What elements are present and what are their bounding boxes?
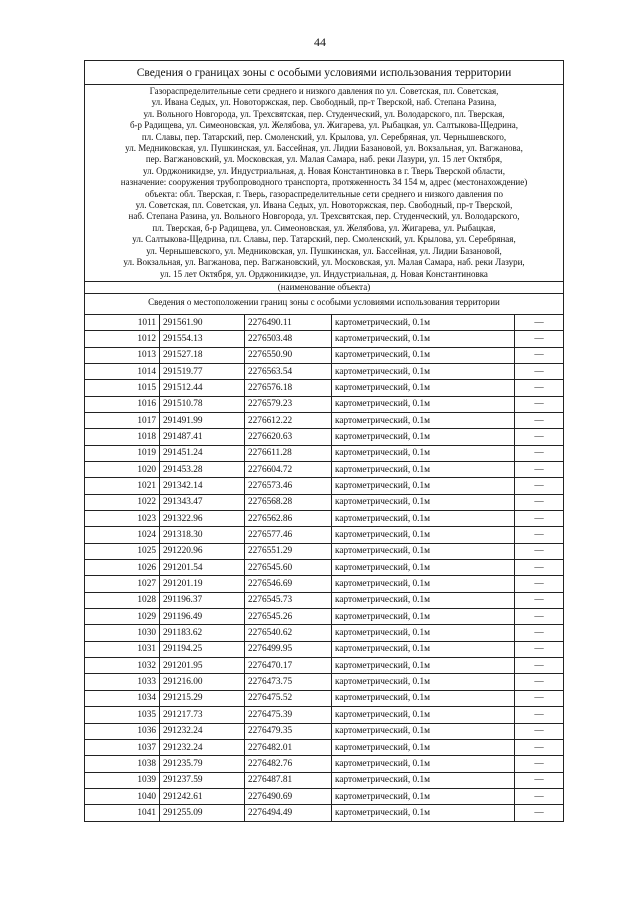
error-cell: — bbox=[515, 739, 564, 755]
description-line: Газораспределительные сети среднего и низкого давления по ул. Советская, пл. Советская, bbox=[149, 86, 499, 96]
x-coordinate-cell: 291232.24 bbox=[160, 723, 245, 739]
point-number-cell: 1026 bbox=[85, 560, 160, 576]
table-row bbox=[85, 707, 563, 723]
table-row bbox=[85, 363, 563, 379]
point-number-cell: 1033 bbox=[85, 674, 160, 690]
description-line: ул. Чернышевского, ул. Медниковская, ул. Пушкинская, ул. Бассейная, ул. Лидии Базановой, bbox=[146, 245, 502, 256]
point-number-cell: 1037 bbox=[85, 739, 160, 755]
error-cell: — bbox=[515, 641, 564, 657]
table-row bbox=[85, 609, 563, 625]
method-cell: картометрический, 0.1м bbox=[332, 543, 515, 559]
table-row bbox=[85, 412, 563, 428]
y-coordinate-cell: 2276487.81 bbox=[245, 772, 332, 788]
description-line: ул. Ивана Седых, ул. Новоторжская, пер. Свободный, пр-т Тверской, наб. Степана Разина, bbox=[151, 97, 497, 108]
point-number-cell: 1038 bbox=[85, 756, 160, 772]
y-coordinate-cell: 2276579.23 bbox=[245, 396, 332, 412]
y-coordinate-cell: 2276611.28 bbox=[245, 445, 332, 461]
table-row bbox=[85, 723, 563, 739]
description-line: ул. Вокзальная, ул. Вагжанова, пер. Вагжановский, ул. Московская, ул. Малая Самара, наб. реки Лазури, bbox=[123, 257, 525, 268]
error-cell: — bbox=[515, 609, 564, 625]
x-coordinate-cell: 291491.99 bbox=[160, 412, 245, 428]
method-cell: картометрический, 0.1м bbox=[332, 478, 515, 494]
table-row bbox=[85, 462, 563, 478]
method-cell: картометрический, 0.1м bbox=[332, 723, 515, 739]
table-row bbox=[85, 641, 563, 657]
error-cell: — bbox=[515, 380, 564, 396]
point-number-cell: 1019 bbox=[85, 445, 160, 461]
x-coordinate-cell: 291235.79 bbox=[160, 756, 245, 772]
method-cell: картометрический, 0.1м bbox=[332, 560, 515, 576]
method-cell: картометрический, 0.1м bbox=[332, 576, 515, 592]
error-cell: — bbox=[515, 592, 564, 608]
x-coordinate-cell: 291196.37 bbox=[160, 592, 245, 608]
y-coordinate-cell: 2276482.76 bbox=[245, 756, 332, 772]
error-cell: — bbox=[515, 674, 564, 690]
error-cell: — bbox=[515, 658, 564, 674]
method-cell: картометрический, 0.1м bbox=[332, 494, 515, 510]
coordinates-table bbox=[85, 315, 563, 821]
y-coordinate-cell: 2276475.39 bbox=[245, 707, 332, 723]
table-row bbox=[85, 478, 563, 494]
y-coordinate-cell: 2276499.95 bbox=[245, 641, 332, 657]
error-cell: — bbox=[515, 756, 564, 772]
y-coordinate-cell: 2276577.46 bbox=[245, 527, 332, 543]
object-description bbox=[85, 85, 563, 282]
point-number-cell: 1022 bbox=[85, 494, 160, 510]
x-coordinate-cell: 291183.62 bbox=[160, 625, 245, 641]
y-coordinate-cell: 2276540.62 bbox=[245, 625, 332, 641]
table-row bbox=[85, 527, 563, 543]
method-cell: картометрический, 0.1м bbox=[332, 772, 515, 788]
error-cell: — bbox=[515, 445, 564, 461]
method-cell: картометрический, 0.1м bbox=[332, 690, 515, 706]
y-coordinate-cell: 2276490.69 bbox=[245, 788, 332, 804]
x-coordinate-cell: 291342.14 bbox=[160, 478, 245, 494]
x-coordinate-cell: 291237.59 bbox=[160, 772, 245, 788]
error-cell: — bbox=[515, 412, 564, 428]
point-number-cell: 1040 bbox=[85, 788, 160, 804]
table-row bbox=[85, 788, 563, 804]
x-coordinate-cell: 291255.09 bbox=[160, 805, 245, 821]
description-line: ул. 15 лет Октября, ул. Орджоникидзе, ул. Индустриальная, д. Новая Константиновка bbox=[160, 268, 488, 279]
x-coordinate-cell: 291242.61 bbox=[160, 788, 245, 804]
table-row bbox=[85, 772, 563, 788]
x-coordinate-cell: 291318.30 bbox=[160, 527, 245, 543]
point-number-cell: 1016 bbox=[85, 396, 160, 412]
object-description-label: (наименование объекта) bbox=[85, 282, 563, 294]
error-cell: — bbox=[515, 363, 564, 379]
method-cell: картометрический, 0.1м bbox=[332, 445, 515, 461]
y-coordinate-cell: 2276503.48 bbox=[245, 331, 332, 347]
table-row bbox=[85, 315, 563, 331]
table-row bbox=[85, 658, 563, 674]
y-coordinate-cell: 2276563.54 bbox=[245, 363, 332, 379]
point-number-cell: 1020 bbox=[85, 462, 160, 478]
description-line: объекта: обл. Тверская, г. Тверь, газораспределительные сети среднего и низкого давления по bbox=[145, 188, 503, 199]
point-number-cell: 1034 bbox=[85, 690, 160, 706]
description-line: ул. Медниковская, ул. Пушкинская, ул. Бассейная, ул. Лидии Базановой, ул. Вокзальная, ул. Вагжанова, bbox=[125, 143, 523, 154]
table-row bbox=[85, 739, 563, 755]
error-cell: — bbox=[515, 527, 564, 543]
point-number-cell: 1039 bbox=[85, 772, 160, 788]
method-cell: картометрический, 0.1м bbox=[332, 380, 515, 396]
error-cell: — bbox=[515, 429, 564, 445]
table-row bbox=[85, 674, 563, 690]
error-cell: — bbox=[515, 560, 564, 576]
point-number-cell: 1029 bbox=[85, 609, 160, 625]
x-coordinate-cell: 291453.28 bbox=[160, 462, 245, 478]
point-number-cell: 1015 bbox=[85, 380, 160, 396]
point-number-cell: 1041 bbox=[85, 805, 160, 821]
description-line: наб. Степана Разина, ул. Вольного Новгорода, ул. Трехсвятская, пер. Студенческий, ул. Володарского, bbox=[128, 211, 520, 222]
error-cell: — bbox=[515, 805, 564, 821]
x-coordinate-cell: 291561.90 bbox=[160, 315, 245, 331]
description-line: пер. Вагжановский, ул. Московская, ул. Малая Самара, наб. реки Лазури, ул. 15 лет Октября, bbox=[145, 154, 503, 165]
section-title: Сведения о местоположении границ зоны с особыми условиями использования территории bbox=[85, 294, 563, 315]
y-coordinate-cell: 2276562.86 bbox=[245, 511, 332, 527]
description-line: ул. Советская, пл. Советская, ул. Ивана Седых, ул. Новоторжская, пер. Свободный, пр-т Тверской, bbox=[135, 200, 513, 211]
error-cell: — bbox=[515, 478, 564, 494]
point-number-cell: 1027 bbox=[85, 576, 160, 592]
x-coordinate-cell: 291216.00 bbox=[160, 674, 245, 690]
y-coordinate-cell: 2276550.90 bbox=[245, 347, 332, 363]
description-line: пл. Славы, пер. Татарский, пер. Смоленский, ул. Крылова, ул. Серебряная, ул. Чернышевского, bbox=[141, 131, 507, 142]
method-cell: картометрический, 0.1м bbox=[332, 609, 515, 625]
y-coordinate-cell: 2276473.75 bbox=[245, 674, 332, 690]
description-line: ул. Вольного Новгорода, ул. Трехсвятская, пер. Студенческий, ул. Володарского, пл. Тверская, bbox=[143, 108, 505, 119]
method-cell: картометрический, 0.1м bbox=[332, 412, 515, 428]
x-coordinate-cell: 291343.47 bbox=[160, 494, 245, 510]
y-coordinate-cell: 2276545.60 bbox=[245, 560, 332, 576]
table-row bbox=[85, 576, 563, 592]
x-coordinate-cell: 291487.41 bbox=[160, 429, 245, 445]
point-number-cell: 1024 bbox=[85, 527, 160, 543]
table-row bbox=[85, 380, 563, 396]
y-coordinate-cell: 2276494.49 bbox=[245, 805, 332, 821]
zone-boundaries-form bbox=[84, 60, 564, 822]
error-cell: — bbox=[515, 772, 564, 788]
point-number-cell: 1030 bbox=[85, 625, 160, 641]
table-row bbox=[85, 592, 563, 608]
x-coordinate-cell: 291527.18 bbox=[160, 347, 245, 363]
x-coordinate-cell: 291201.95 bbox=[160, 658, 245, 674]
table-row bbox=[85, 396, 563, 412]
method-cell: картометрический, 0.1м bbox=[332, 429, 515, 445]
error-cell: — bbox=[515, 690, 564, 706]
error-cell: — bbox=[515, 543, 564, 559]
page-number: 44 bbox=[314, 35, 326, 49]
error-cell: — bbox=[515, 576, 564, 592]
error-cell: — bbox=[515, 788, 564, 804]
method-cell: картометрический, 0.1м bbox=[332, 396, 515, 412]
y-coordinate-cell: 2276546.69 bbox=[245, 576, 332, 592]
table-row bbox=[85, 494, 563, 510]
error-cell: — bbox=[515, 396, 564, 412]
table-row bbox=[85, 756, 563, 772]
method-cell: картометрический, 0.1м bbox=[332, 674, 515, 690]
y-coordinate-cell: 2276482.01 bbox=[245, 739, 332, 755]
x-coordinate-cell: 291215.29 bbox=[160, 690, 245, 706]
point-number-cell: 1035 bbox=[85, 707, 160, 723]
method-cell: картометрический, 0.1м bbox=[332, 462, 515, 478]
method-cell: картометрический, 0.1м bbox=[332, 347, 515, 363]
x-coordinate-cell: 291554.13 bbox=[160, 331, 245, 347]
point-number-cell: 1014 bbox=[85, 363, 160, 379]
error-cell: — bbox=[515, 625, 564, 641]
y-coordinate-cell: 2276475.52 bbox=[245, 690, 332, 706]
error-cell: — bbox=[515, 511, 564, 527]
table-row bbox=[85, 511, 563, 527]
x-coordinate-cell: 291510.78 bbox=[160, 396, 245, 412]
y-coordinate-cell: 2276568.28 bbox=[245, 494, 332, 510]
table-row bbox=[85, 429, 563, 445]
x-coordinate-cell: 291519.77 bbox=[160, 363, 245, 379]
x-coordinate-cell: 291217.73 bbox=[160, 707, 245, 723]
method-cell: картометрический, 0.1м bbox=[332, 641, 515, 657]
method-cell: картометрический, 0.1м bbox=[332, 511, 515, 527]
description-line: назначение: сооружения трубопроводного транспорта, протяженность 34 154 м, адрес (местонахождение) bbox=[120, 177, 528, 188]
y-coordinate-cell: 2276604.72 bbox=[245, 462, 332, 478]
method-cell: картометрический, 0.1м bbox=[332, 331, 515, 347]
error-cell: — bbox=[515, 347, 564, 363]
error-cell: — bbox=[515, 315, 564, 331]
description-line: ул. Салтыкова-Щедрина, пл. Славы, пер. Татарский, пер. Смоленский, ул. Крылова, ул. Серебряная, bbox=[132, 234, 516, 245]
error-cell: — bbox=[515, 494, 564, 510]
point-number-cell: 1031 bbox=[85, 641, 160, 657]
x-coordinate-cell: 291201.54 bbox=[160, 560, 245, 576]
table-row bbox=[85, 331, 563, 347]
table-row bbox=[85, 805, 563, 821]
point-number-cell: 1018 bbox=[85, 429, 160, 445]
x-coordinate-cell: 291220.96 bbox=[160, 543, 245, 559]
table-row bbox=[85, 560, 563, 576]
y-coordinate-cell: 2276612.22 bbox=[245, 412, 332, 428]
method-cell: картометрический, 0.1м bbox=[332, 658, 515, 674]
x-coordinate-cell: 291201.19 bbox=[160, 576, 245, 592]
x-coordinate-cell: 291322.96 bbox=[160, 511, 245, 527]
method-cell: картометрический, 0.1м bbox=[332, 756, 515, 772]
point-number-cell: 1017 bbox=[85, 412, 160, 428]
table-row bbox=[85, 690, 563, 706]
form-title: Сведения о границах зоны с особыми условиями использования территории bbox=[85, 61, 563, 85]
point-number-cell: 1012 bbox=[85, 331, 160, 347]
point-number-cell: 1032 bbox=[85, 658, 160, 674]
method-cell: картометрический, 0.1м bbox=[332, 527, 515, 543]
point-number-cell: 1036 bbox=[85, 723, 160, 739]
point-number-cell: 1011 bbox=[85, 315, 160, 331]
y-coordinate-cell: 2276551.29 bbox=[245, 543, 332, 559]
y-coordinate-cell: 2276576.18 bbox=[245, 380, 332, 396]
description-line: ул. Орджоникидзе, ул. Индустриальная, д. Новая Константиновка в г. Тверь Тверской области, bbox=[142, 165, 505, 176]
table-row bbox=[85, 625, 563, 641]
error-cell: — bbox=[515, 331, 564, 347]
method-cell: картометрический, 0.1м bbox=[332, 315, 515, 331]
y-coordinate-cell: 2276545.73 bbox=[245, 592, 332, 608]
y-coordinate-cell: 2276490.11 bbox=[245, 315, 332, 331]
method-cell: картометрический, 0.1м bbox=[332, 363, 515, 379]
point-number-cell: 1021 bbox=[85, 478, 160, 494]
x-coordinate-cell: 291196.49 bbox=[160, 609, 245, 625]
point-number-cell: 1023 bbox=[85, 511, 160, 527]
y-coordinate-cell: 2276573.46 bbox=[245, 478, 332, 494]
method-cell: картометрический, 0.1м bbox=[332, 739, 515, 755]
x-coordinate-cell: 291512.44 bbox=[160, 380, 245, 396]
point-number-cell: 1025 bbox=[85, 543, 160, 559]
method-cell: картометрический, 0.1м bbox=[332, 625, 515, 641]
x-coordinate-cell: 291232.24 bbox=[160, 739, 245, 755]
table-row bbox=[85, 543, 563, 559]
method-cell: картометрический, 0.1м bbox=[332, 592, 515, 608]
method-cell: картометрический, 0.1м bbox=[332, 805, 515, 821]
description-line: пл. Тверская, б-р Радищева, ул. Симеоновская, ул. Желябова, ул. Жигарева, ул. Рыбацкая, bbox=[152, 222, 496, 233]
description-line: б-р Радищева, ул. Симеоновская, ул. Желябова, ул. Жигарева, ул. Рыбацкая, ул. Салтыкова-Щедрина, bbox=[129, 120, 519, 131]
method-cell: картометрический, 0.1м bbox=[332, 707, 515, 723]
y-coordinate-cell: 2276620.63 bbox=[245, 429, 332, 445]
table-row bbox=[85, 347, 563, 363]
error-cell: — bbox=[515, 723, 564, 739]
y-coordinate-cell: 2276545.26 bbox=[245, 609, 332, 625]
table-row bbox=[85, 445, 563, 461]
method-cell: картометрический, 0.1м bbox=[332, 788, 515, 804]
error-cell: — bbox=[515, 462, 564, 478]
point-number-cell: 1013 bbox=[85, 347, 160, 363]
x-coordinate-cell: 291194.25 bbox=[160, 641, 245, 657]
point-number-cell: 1028 bbox=[85, 592, 160, 608]
y-coordinate-cell: 2276470.17 bbox=[245, 658, 332, 674]
y-coordinate-cell: 2276479.35 bbox=[245, 723, 332, 739]
x-coordinate-cell: 291451.24 bbox=[160, 445, 245, 461]
error-cell: — bbox=[515, 707, 564, 723]
